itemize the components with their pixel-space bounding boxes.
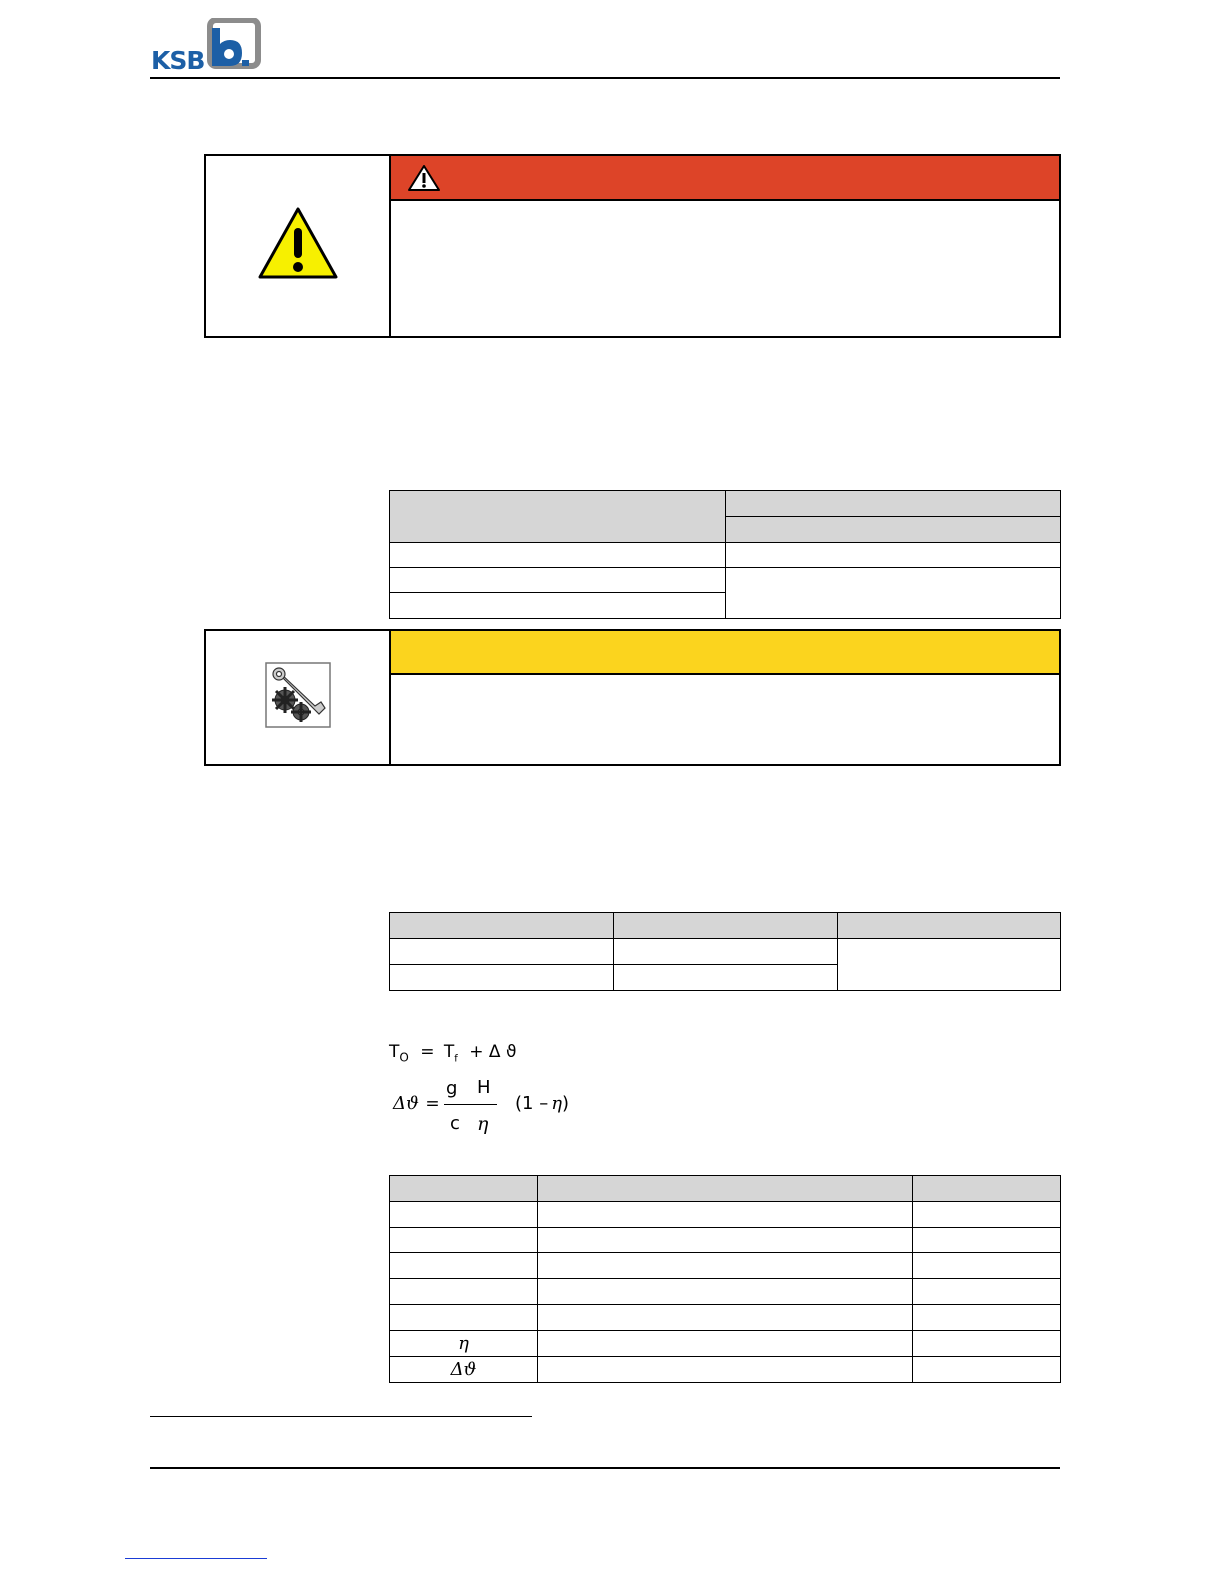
table-cell [538,1305,913,1331]
table-cell [913,1357,1061,1383]
formula-fraction-bar [444,1104,497,1105]
table-cell [726,543,1061,568]
formula-paren-close: ) [562,1093,570,1114]
table-cell [913,1279,1061,1305]
symbol-table-header-cell [538,1176,913,1202]
table-2-header-cell [614,913,838,939]
symbol-cell: Δϑ [390,1357,538,1383]
table-cell [390,543,726,568]
formula-line-2-lhs [393,1093,440,1114]
formula-delta-theta: Δϑ [393,1093,419,1114]
table-2 [389,912,1061,991]
symbol-table [389,1175,1061,1383]
table-row [390,1279,1061,1305]
table-1 [389,490,1061,619]
symbol-table-header-row [390,1176,1061,1202]
ksb-logo-mark [202,18,264,70]
table-cell [913,1331,1061,1357]
table-2-header-cell [838,913,1061,939]
table-row [390,568,1061,593]
table-cell [913,1202,1061,1228]
ksb-logo [150,18,265,75]
formula-paren-open: (1 – [515,1093,549,1114]
formula-lhs: T [389,1042,400,1062]
table-cell [538,1228,913,1253]
formula-lhs-subscript: O [399,1050,409,1065]
table-1-header-cell [726,517,1061,543]
table-2-header-cell [390,913,614,939]
formula-equals: = [425,1094,440,1114]
symbol-cell [390,1305,538,1331]
danger-signal-band [391,156,1059,201]
caution-notice [204,629,1061,766]
table-cell [390,939,614,965]
symbol-cell [390,1253,538,1279]
table-cell [913,1253,1061,1279]
table-cell [538,1357,913,1383]
symbol-table-header-cell [913,1176,1061,1202]
symbol-table-header-cell [390,1176,538,1202]
symbol-cell [390,1279,538,1305]
table-row [390,1357,1061,1383]
table-1-header-cell [390,491,726,543]
formula-efficiency-term [515,1093,569,1114]
symbol-cell [390,1228,538,1253]
formula-eta: η [551,1093,562,1114]
formula-theta: ϑ [505,1042,517,1062]
formula-t-subscript: f [454,1053,458,1065]
formula-numerator-h: H [477,1077,491,1098]
formula-denominator-eta: η [477,1113,489,1135]
formula-delta: Δ [488,1042,501,1062]
table-cell [726,568,1061,619]
table-1-header-cell [726,491,1061,517]
table-cell [538,1202,913,1228]
brand-name: KSB [151,46,205,75]
formula-t: T [443,1042,455,1062]
danger-icon-cell [206,156,391,336]
table-cell [390,568,726,593]
table-1-header-row [390,491,1061,517]
table-2-header-row [390,913,1061,939]
symbol-cell: η [390,1331,538,1357]
table-cell [538,1331,913,1357]
formula-numerator-g: g [446,1078,458,1099]
table-row [390,1228,1061,1253]
warning-triangle-icon [407,164,441,192]
table-cell [390,593,726,619]
header-rule [150,77,1060,79]
table-cell [538,1279,913,1305]
footnote-rule [150,1416,532,1417]
table-row [390,939,1061,965]
table-cell [614,965,838,991]
table-cell [538,1253,913,1279]
table-cell [390,965,614,991]
danger-notice [204,154,1061,338]
table-row [390,1305,1061,1331]
footer-link[interactable] [125,1558,267,1559]
warning-triangle-icon [257,206,339,280]
wrench-gears-icon [265,662,331,728]
caution-icon-cell [206,631,391,764]
formula-equals: = [420,1042,435,1062]
table-cell [913,1305,1061,1331]
table-row [390,1202,1061,1228]
table-row [390,1331,1061,1357]
table-row [390,1253,1061,1279]
table-cell [913,1228,1061,1253]
table-cell [838,939,1061,991]
formula-line-1 [389,1042,516,1066]
footer-rule [150,1467,1060,1469]
formula-plus: + [469,1042,484,1062]
caution-body [391,675,1059,764]
formula-denominator-c: c [450,1113,460,1134]
caution-signal-band [391,631,1059,675]
symbol-cell [390,1202,538,1228]
table-row [390,543,1061,568]
table-cell [614,939,838,965]
danger-body [391,201,1059,336]
